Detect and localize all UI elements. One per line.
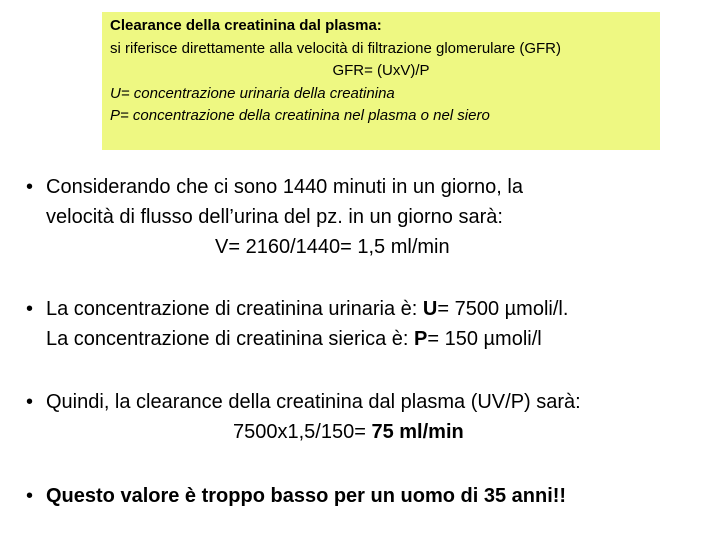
bullet-text: [46, 387, 706, 447]
u-text: La concentrazione di creatinina urinaria è:: [46, 298, 423, 320]
box-description: si riferisce direttamente alla velocità di filtrazione glomerulare (GFR): [110, 39, 561, 57]
bullet-text: [46, 481, 706, 511]
urinary-concentration: [46, 294, 706, 324]
bullet-line: Quindi, la clearance della creatinina dal plasma (UV/P) sarà:: [46, 391, 581, 413]
bullet-marker: •: [26, 485, 34, 507]
p-label: P: [414, 328, 428, 350]
flow-equation: [46, 232, 706, 262]
clearance-equation: [46, 417, 706, 447]
conclusion-text: Questo valore è troppo basso per un uomo di 35 anni!!: [46, 485, 567, 507]
p-value: = 150 µmoli/l: [427, 328, 542, 350]
bullet-urine-flow: [26, 172, 706, 262]
bullet-concentrations: [26, 294, 706, 354]
bullet-clearance: [26, 387, 706, 447]
u-value: = 7500 µmoli/l.: [437, 298, 569, 320]
clearance-result: 75 ml/min: [371, 421, 464, 443]
p-text: La concentrazione di creatinina sierica è:: [46, 328, 414, 350]
bullet-marker: •: [26, 298, 34, 320]
v-value: = 2160/1440= 1,5 ml/min: [228, 236, 450, 258]
bullet-marker: •: [26, 391, 34, 413]
bullet-line: velocità di flusso dell’urina del pz. in un giorno sarà:: [46, 206, 503, 228]
bullet-marker: •: [26, 176, 34, 198]
bullet-text: [46, 172, 706, 262]
clearance-calc: 7500x1,5/150=: [233, 421, 372, 443]
box-title: Clearance della creatinina dal plasma:: [110, 17, 382, 34]
v-label: V: [215, 236, 229, 258]
gfr-formula: GFR= (UxV)/P: [332, 62, 430, 79]
bullet-conclusion: [26, 481, 706, 511]
u-label: U: [422, 298, 438, 320]
bullet-line: Considerando che ci sono 1440 minuti in un giorno, la: [46, 176, 523, 198]
p-definition: P= concentrazione della creatinina nel plasma o nel siero: [110, 107, 490, 124]
definition-box: [102, 12, 660, 150]
bullet-text: [46, 294, 706, 354]
u-definition: U= concentrazione urinaria della creatinina: [110, 84, 395, 102]
serum-concentration: [46, 324, 706, 354]
